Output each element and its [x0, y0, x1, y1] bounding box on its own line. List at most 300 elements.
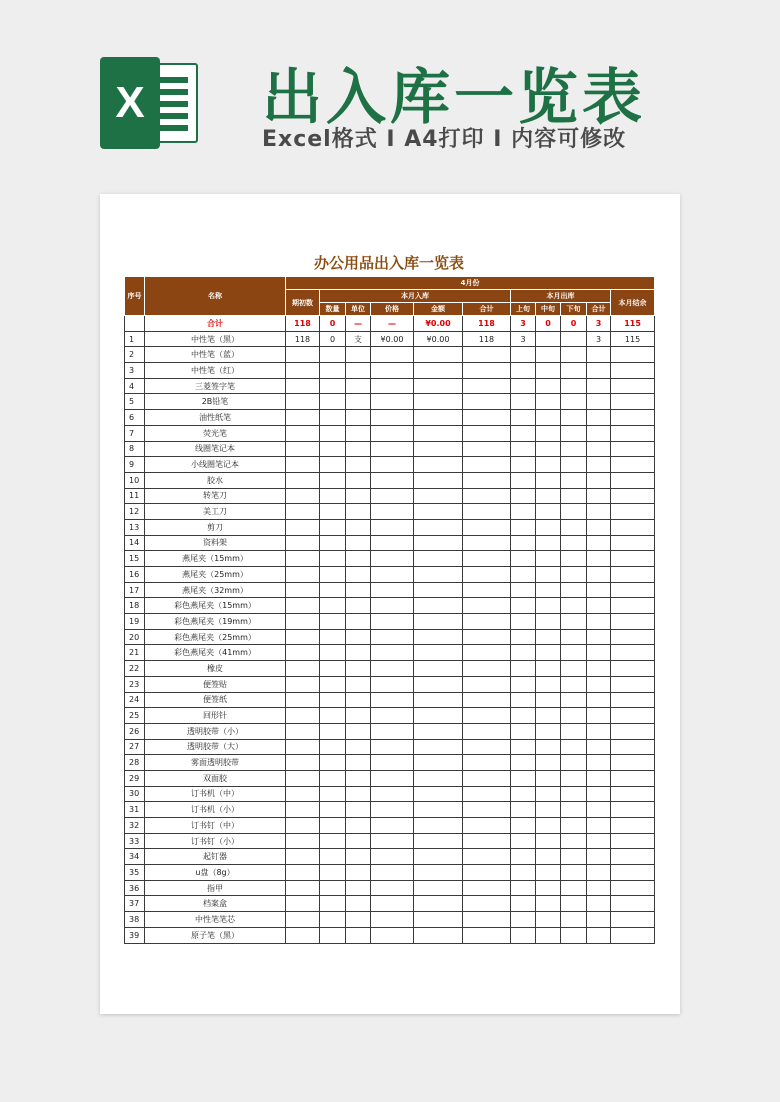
table-cell	[286, 676, 320, 692]
table-cell	[561, 331, 587, 347]
table-cell	[511, 629, 536, 645]
table-cell: 橡皮	[145, 661, 286, 677]
table-cell: 36	[125, 880, 145, 896]
table-cell	[320, 582, 346, 598]
table-cell	[346, 896, 371, 912]
table-row	[125, 441, 655, 457]
table-cell	[611, 912, 655, 928]
table-cell: 合计	[145, 316, 286, 332]
table-cell	[286, 818, 320, 834]
table-cell	[346, 912, 371, 928]
table-cell	[463, 708, 511, 724]
table-cell	[561, 410, 587, 426]
table-cell	[286, 347, 320, 363]
table-cell	[611, 880, 655, 896]
table-cell	[511, 535, 536, 551]
table-cell	[611, 645, 655, 661]
table-cell	[414, 645, 463, 661]
table-cell	[511, 755, 536, 771]
table-cell: 25	[125, 708, 145, 724]
table-cell	[511, 661, 536, 677]
table-cell: 线圈笔记本	[145, 441, 286, 457]
table-cell	[587, 770, 611, 786]
table-cell	[611, 363, 655, 379]
table-cell	[511, 645, 536, 661]
table-cell	[346, 708, 371, 724]
table-cell: —	[371, 316, 414, 332]
table-cell	[561, 849, 587, 865]
table-cell	[611, 770, 655, 786]
col-header-closing: 本月结余	[611, 290, 655, 316]
table-cell: 小线圈笔记本	[145, 457, 286, 473]
table-cell	[536, 535, 561, 551]
table-cell	[587, 723, 611, 739]
table-cell	[320, 378, 346, 394]
table-cell	[286, 567, 320, 583]
table-cell	[346, 770, 371, 786]
table-cell	[587, 739, 611, 755]
table-cell: 16	[125, 567, 145, 583]
table-cell	[414, 786, 463, 802]
table-cell	[286, 551, 320, 567]
table-cell	[463, 582, 511, 598]
table-cell	[286, 880, 320, 896]
table-cell	[371, 629, 414, 645]
table-cell	[536, 472, 561, 488]
table-row	[125, 708, 655, 724]
table-cell: 透明胶带（小）	[145, 723, 286, 739]
table-cell	[320, 912, 346, 928]
table-cell	[463, 755, 511, 771]
table-cell: 订书钉（小）	[145, 833, 286, 849]
table-cell	[414, 629, 463, 645]
table-cell	[346, 880, 371, 896]
table-cell	[320, 535, 346, 551]
logo-letter: X	[100, 57, 160, 149]
table-cell	[346, 504, 371, 520]
table-cell: 燕尾夹（15mm）	[145, 551, 286, 567]
table-cell	[511, 927, 536, 943]
table-cell	[320, 692, 346, 708]
table-cell	[414, 818, 463, 834]
table-cell	[511, 676, 536, 692]
table-cell	[463, 614, 511, 630]
table-row	[125, 739, 655, 755]
table-cell: 0	[561, 316, 587, 332]
table-cell: 7	[125, 425, 145, 441]
table-cell	[346, 629, 371, 645]
col-header-in-total: 合计	[463, 303, 511, 316]
table-cell	[346, 645, 371, 661]
table-row	[125, 567, 655, 583]
table-cell	[587, 880, 611, 896]
table-cell	[463, 849, 511, 865]
table-cell	[286, 598, 320, 614]
table-cell	[371, 441, 414, 457]
table-cell	[320, 739, 346, 755]
table-row	[125, 535, 655, 551]
table-cell	[536, 927, 561, 943]
table-cell	[587, 519, 611, 535]
table-cell	[414, 410, 463, 426]
table-cell: 3	[511, 331, 536, 347]
table-cell	[587, 598, 611, 614]
table-cell	[320, 880, 346, 896]
table-cell	[587, 488, 611, 504]
table-cell	[414, 347, 463, 363]
table-row	[125, 865, 655, 881]
total-row	[125, 316, 655, 332]
table-cell	[286, 896, 320, 912]
table-cell	[371, 488, 414, 504]
table-cell	[511, 457, 536, 473]
table-cell	[536, 457, 561, 473]
table-cell	[611, 833, 655, 849]
table-cell: 剪刀	[145, 519, 286, 535]
table-cell	[611, 818, 655, 834]
table-cell	[511, 880, 536, 896]
table-cell	[286, 755, 320, 771]
table-cell	[561, 614, 587, 630]
table-cell	[463, 504, 511, 520]
table-cell	[587, 425, 611, 441]
table-cell: 29	[125, 770, 145, 786]
table-cell	[320, 865, 346, 881]
col-header-out-group: 本月出库	[511, 290, 611, 303]
table-cell	[587, 912, 611, 928]
table-cell	[414, 394, 463, 410]
table-cell	[414, 927, 463, 943]
table-cell	[371, 472, 414, 488]
table-cell	[346, 567, 371, 583]
table-cell	[346, 865, 371, 881]
table-cell	[371, 614, 414, 630]
table-cell	[346, 818, 371, 834]
table-cell	[346, 739, 371, 755]
table-cell	[587, 551, 611, 567]
table-cell: 中性笔（黑）	[145, 331, 286, 347]
table-cell: 订书钉（中）	[145, 818, 286, 834]
table-cell	[414, 535, 463, 551]
table-cell: 118	[463, 331, 511, 347]
table-cell	[346, 394, 371, 410]
table-cell	[320, 770, 346, 786]
table-row	[125, 472, 655, 488]
table-cell	[561, 645, 587, 661]
table-cell	[611, 410, 655, 426]
table-cell	[346, 661, 371, 677]
table-cell	[371, 582, 414, 598]
table-cell	[463, 661, 511, 677]
table-cell	[587, 629, 611, 645]
table-cell	[511, 488, 536, 504]
table-cell	[511, 472, 536, 488]
table-cell	[511, 519, 536, 535]
table-cell: 33	[125, 833, 145, 849]
table-cell	[536, 598, 561, 614]
table-cell	[286, 739, 320, 755]
table-cell	[463, 347, 511, 363]
table-cell: 37	[125, 896, 145, 912]
table-cell	[536, 833, 561, 849]
table-cell	[536, 818, 561, 834]
table-cell	[587, 410, 611, 426]
table-cell	[286, 519, 320, 535]
header-row-1	[125, 277, 655, 290]
table-cell	[371, 802, 414, 818]
table-cell	[414, 519, 463, 535]
table-cell	[371, 661, 414, 677]
table-cell	[536, 723, 561, 739]
table-row	[125, 519, 655, 535]
table-cell	[371, 347, 414, 363]
table-cell	[587, 833, 611, 849]
table-row	[125, 661, 655, 677]
table-cell	[414, 708, 463, 724]
table-cell	[371, 739, 414, 755]
table-cell	[511, 410, 536, 426]
table-row	[125, 551, 655, 567]
table-cell	[536, 770, 561, 786]
table-cell	[561, 347, 587, 363]
table-cell: 彩色燕尾夹（25mm）	[145, 629, 286, 645]
inventory-table	[124, 276, 655, 944]
table-row	[125, 457, 655, 473]
table-cell: 三菱签字笔	[145, 378, 286, 394]
table-cell	[286, 472, 320, 488]
table-cell	[346, 802, 371, 818]
table-cell	[463, 818, 511, 834]
table-cell	[320, 629, 346, 645]
table-cell	[511, 425, 536, 441]
table-cell	[414, 488, 463, 504]
table-cell: 回形针	[145, 708, 286, 724]
table-cell	[611, 739, 655, 755]
table-cell	[320, 896, 346, 912]
table-row	[125, 912, 655, 928]
table-cell	[511, 504, 536, 520]
table-cell	[587, 802, 611, 818]
table-cell	[414, 582, 463, 598]
table-cell	[561, 567, 587, 583]
table-cell	[611, 896, 655, 912]
table-cell	[320, 661, 346, 677]
table-cell	[611, 661, 655, 677]
table-cell	[371, 519, 414, 535]
table-cell	[611, 504, 655, 520]
table-cell	[511, 582, 536, 598]
table-cell	[286, 425, 320, 441]
table-cell	[536, 363, 561, 379]
table-cell	[371, 770, 414, 786]
table-cell	[286, 394, 320, 410]
table-cell: ¥0.00	[414, 331, 463, 347]
table-cell	[371, 551, 414, 567]
table-cell	[346, 472, 371, 488]
table-cell	[286, 723, 320, 739]
table-cell: 透明胶带（大）	[145, 739, 286, 755]
table-cell	[587, 347, 611, 363]
table-cell: —	[346, 316, 371, 332]
table-cell	[346, 849, 371, 865]
table-cell	[320, 708, 346, 724]
table-cell: 荧光笔	[145, 425, 286, 441]
table-cell	[587, 645, 611, 661]
table-cell	[463, 598, 511, 614]
table-cell	[286, 692, 320, 708]
table-cell	[511, 739, 536, 755]
table-cell: 115	[611, 316, 655, 332]
table-cell	[587, 865, 611, 881]
table-cell	[320, 410, 346, 426]
table-row	[125, 786, 655, 802]
table-cell: 便签贴	[145, 676, 286, 692]
table-cell	[463, 645, 511, 661]
table-cell	[414, 755, 463, 771]
table-cell	[463, 786, 511, 802]
table-cell	[286, 927, 320, 943]
table-cell	[463, 739, 511, 755]
table-row	[125, 755, 655, 771]
table-row	[125, 363, 655, 379]
table-cell: 中性笔（红）	[145, 363, 286, 379]
table-cell	[561, 880, 587, 896]
table-cell	[611, 472, 655, 488]
table-cell	[320, 425, 346, 441]
table-cell	[371, 567, 414, 583]
table-cell	[463, 441, 511, 457]
table-cell	[536, 786, 561, 802]
table-cell	[611, 457, 655, 473]
table-cell	[536, 880, 561, 896]
table-row	[125, 645, 655, 661]
table-cell	[536, 378, 561, 394]
table-cell	[587, 535, 611, 551]
table-cell	[611, 394, 655, 410]
table-cell	[463, 425, 511, 441]
table-cell: ¥0.00	[414, 316, 463, 332]
table-cell	[536, 614, 561, 630]
table-cell	[587, 363, 611, 379]
table-cell	[463, 457, 511, 473]
table-cell	[286, 535, 320, 551]
table-cell	[371, 645, 414, 661]
table-cell	[320, 818, 346, 834]
table-cell	[286, 849, 320, 865]
table-cell	[371, 880, 414, 896]
table-cell	[346, 410, 371, 426]
table-cell	[587, 457, 611, 473]
table-cell	[346, 425, 371, 441]
table-cell	[371, 708, 414, 724]
table-cell	[463, 394, 511, 410]
table-cell	[320, 457, 346, 473]
table-cell	[463, 519, 511, 535]
table-cell	[587, 582, 611, 598]
table-cell	[561, 535, 587, 551]
col-header-in-unit: 单位	[346, 303, 371, 316]
table-cell: 订书机（小）	[145, 802, 286, 818]
table-cell	[414, 880, 463, 896]
col-header-out-total: 合计	[587, 303, 611, 316]
col-header-seq: 序号	[125, 277, 145, 316]
table-cell	[511, 363, 536, 379]
table-cell	[561, 739, 587, 755]
table-cell	[536, 410, 561, 426]
table-cell	[371, 896, 414, 912]
table-cell	[346, 551, 371, 567]
table-cell: 资料架	[145, 535, 286, 551]
table-cell	[371, 927, 414, 943]
table-cell	[536, 551, 561, 567]
table-cell: 转笔刀	[145, 488, 286, 504]
table-cell	[561, 425, 587, 441]
table-cell: 21	[125, 645, 145, 661]
sheet-title: 办公用品出入库一览表	[313, 254, 464, 272]
table-cell	[511, 614, 536, 630]
table-cell	[587, 661, 611, 677]
table-cell	[463, 865, 511, 881]
table-cell	[320, 786, 346, 802]
table-cell	[611, 629, 655, 645]
table-cell: 11	[125, 488, 145, 504]
table-cell: 24	[125, 692, 145, 708]
table-row	[125, 896, 655, 912]
table-cell	[536, 912, 561, 928]
table-cell	[511, 770, 536, 786]
table-cell	[536, 394, 561, 410]
table-cell	[371, 912, 414, 928]
table-row	[125, 394, 655, 410]
table-cell	[561, 363, 587, 379]
table-cell	[536, 488, 561, 504]
table-cell	[414, 363, 463, 379]
table-cell: 彩色燕尾夹（15mm）	[145, 598, 286, 614]
table-cell	[346, 363, 371, 379]
table-cell: 14	[125, 535, 145, 551]
table-cell: 4	[125, 378, 145, 394]
table-cell: 指甲	[145, 880, 286, 896]
table-cell	[511, 598, 536, 614]
table-cell	[587, 378, 611, 394]
table-cell	[346, 457, 371, 473]
table-cell	[463, 363, 511, 379]
table-cell	[536, 865, 561, 881]
table-cell	[611, 676, 655, 692]
table-cell	[414, 472, 463, 488]
table-cell	[463, 488, 511, 504]
table-cell	[320, 472, 346, 488]
table-cell	[320, 519, 346, 535]
table-cell	[346, 378, 371, 394]
table-cell	[414, 661, 463, 677]
table-cell	[611, 567, 655, 583]
table-cell	[511, 394, 536, 410]
table-cell: 中性笔笔芯	[145, 912, 286, 928]
table-cell	[611, 692, 655, 708]
table-cell	[587, 441, 611, 457]
table-cell	[561, 551, 587, 567]
table-cell	[346, 598, 371, 614]
table-cell	[286, 363, 320, 379]
table-cell	[371, 425, 414, 441]
table-cell	[371, 818, 414, 834]
table-cell	[320, 363, 346, 379]
table-cell	[611, 755, 655, 771]
table-cell	[463, 896, 511, 912]
table-body	[125, 316, 655, 944]
table-cell	[561, 896, 587, 912]
